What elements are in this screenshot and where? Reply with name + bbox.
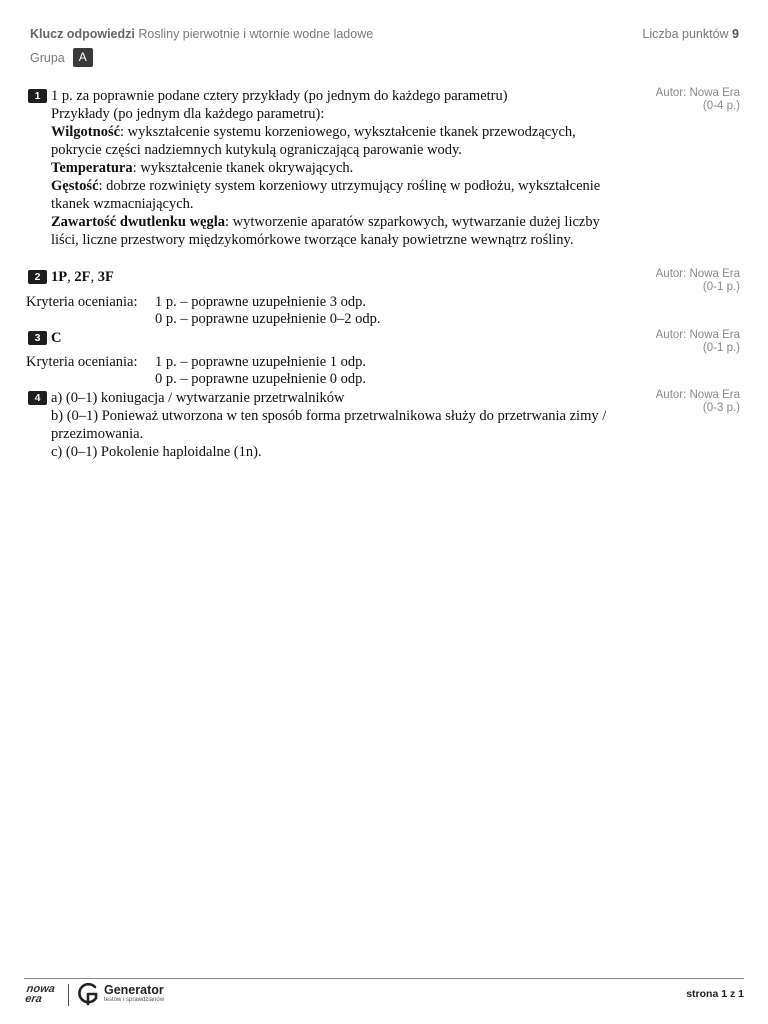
task-number-badge: 1 bbox=[28, 89, 47, 103]
author-name: Autor: Nowa Era bbox=[655, 329, 740, 341]
points-label: Liczba punktów bbox=[642, 27, 729, 41]
item-term: Wilgotność bbox=[51, 124, 121, 140]
task-author bbox=[656, 268, 740, 294]
task-1-item bbox=[51, 159, 629, 177]
task-2-answer bbox=[51, 268, 629, 286]
criteria-label: Kryteria oceniania: bbox=[26, 294, 138, 310]
task-4-answer bbox=[51, 389, 629, 461]
criteria-item: 1 p. – poprawne uzupełnienie 1 odp. bbox=[155, 354, 367, 370]
footer-separator bbox=[68, 984, 69, 1006]
page-footer bbox=[24, 982, 744, 1008]
logo-text-era: era bbox=[24, 993, 43, 1005]
task-4-line: c) (0–1) Pokolenie haploidalne (1n). bbox=[51, 444, 262, 460]
document-title bbox=[30, 27, 373, 41]
points-value: 9 bbox=[732, 27, 739, 41]
criteria-item: 0 p. – poprawne uzupełnienie 0 odp. bbox=[155, 371, 367, 387]
title-topic: Rosliny pierwotnie i wtornie wodne ladowe bbox=[138, 27, 374, 41]
author-name: Autor: Nowa Era bbox=[655, 87, 740, 99]
task-4-line: b) (0–1) Ponieważ utworzona w ten sposób forma przetrwalnikowa służy do przetrwania zimy / przezimowania. bbox=[51, 408, 607, 442]
answer-item: C bbox=[51, 330, 62, 346]
task-3-criteria bbox=[26, 354, 526, 388]
page-number: strona 1 z 1 bbox=[686, 988, 744, 1000]
task-1 bbox=[28, 87, 740, 267]
task-1-item bbox=[51, 123, 629, 159]
group-indicator bbox=[30, 48, 93, 67]
generator-name: Generator bbox=[104, 983, 164, 997]
item-term: Gęstość bbox=[51, 178, 99, 194]
logo-text-nowa: nowa bbox=[25, 983, 56, 995]
criteria-item: 1 p. – poprawne uzupełnienie 3 odp. bbox=[155, 294, 367, 310]
task-number-badge: 4 bbox=[28, 391, 47, 405]
item-text: : dobrze rozwinięty system korzeniowy utrzymujący roślinę w podłożu, wykształcenie tkanek wzmacniających. bbox=[51, 178, 601, 212]
task-number-badge: 3 bbox=[28, 331, 47, 345]
item-text: : wykształcenie tkanek okrywających. bbox=[132, 160, 354, 176]
task-author bbox=[656, 87, 740, 113]
task-4 bbox=[28, 389, 740, 464]
task-1-item bbox=[51, 213, 629, 249]
task-2-criteria bbox=[26, 294, 526, 328]
item-term: Temperatura bbox=[51, 160, 133, 176]
task-author bbox=[656, 329, 740, 355]
nowa-era-logo bbox=[25, 984, 56, 1004]
task-1-answer bbox=[51, 87, 629, 249]
answer-item: 1P bbox=[51, 269, 68, 285]
task-1-line: 1 p. za poprawnie podane cztery przykłady (po jednym do każdego parametru) bbox=[51, 88, 508, 104]
task-points: (0-3 p.) bbox=[702, 402, 740, 414]
task-points: (0-4 p.) bbox=[702, 100, 740, 112]
group-badge: A bbox=[73, 48, 93, 67]
item-term: Zawartość dwutlenku węgla bbox=[51, 214, 226, 230]
page-header bbox=[30, 27, 739, 71]
answer-separator: , bbox=[67, 269, 75, 285]
group-label: Grupa bbox=[30, 50, 65, 65]
total-points bbox=[642, 27, 739, 41]
footer-divider bbox=[24, 978, 744, 979]
task-author bbox=[656, 389, 740, 415]
task-3-answer bbox=[51, 329, 629, 347]
author-name: Autor: Nowa Era bbox=[655, 389, 740, 401]
answer-item: 2F bbox=[74, 269, 91, 285]
task-4-line: a) (0–1) koniugacja / wytwarzanie przetrwalników bbox=[51, 390, 345, 406]
answer-item: 3F bbox=[97, 269, 114, 285]
item-text: : wytworzenie aparatów szparkowych, wytwarzanie dużej liczby liści, liczne przestwory międzykomórkowe tworzące kanały powietrzne wewnątrz rośliny. bbox=[51, 214, 600, 248]
criteria-label: Kryteria oceniania: bbox=[26, 354, 138, 370]
generator-g-icon bbox=[77, 982, 99, 1006]
title-bold: Klucz odpowiedzi bbox=[30, 27, 135, 41]
task-1-item bbox=[51, 177, 629, 213]
answer-separator: , bbox=[90, 269, 98, 285]
task-points: (0-1 p.) bbox=[702, 281, 740, 293]
task-1-line: Przykłady (po jednym dla każdego parametru): bbox=[51, 106, 325, 122]
criteria-item: 0 p. – poprawne uzupełnienie 0–2 odp. bbox=[155, 311, 381, 327]
author-name: Autor: Nowa Era bbox=[655, 268, 740, 280]
item-text: : wykształcenie systemu korzeniowego, wykształcenie tkanek przewodzących, pokrycie części nadziemnych kutykulą ograniczającą parowanie wody. bbox=[51, 124, 576, 158]
task-points: (0-1 p.) bbox=[702, 342, 740, 354]
generator-subtitle: testów i sprawdzianów bbox=[104, 997, 165, 1003]
task-number-badge: 2 bbox=[28, 270, 47, 284]
